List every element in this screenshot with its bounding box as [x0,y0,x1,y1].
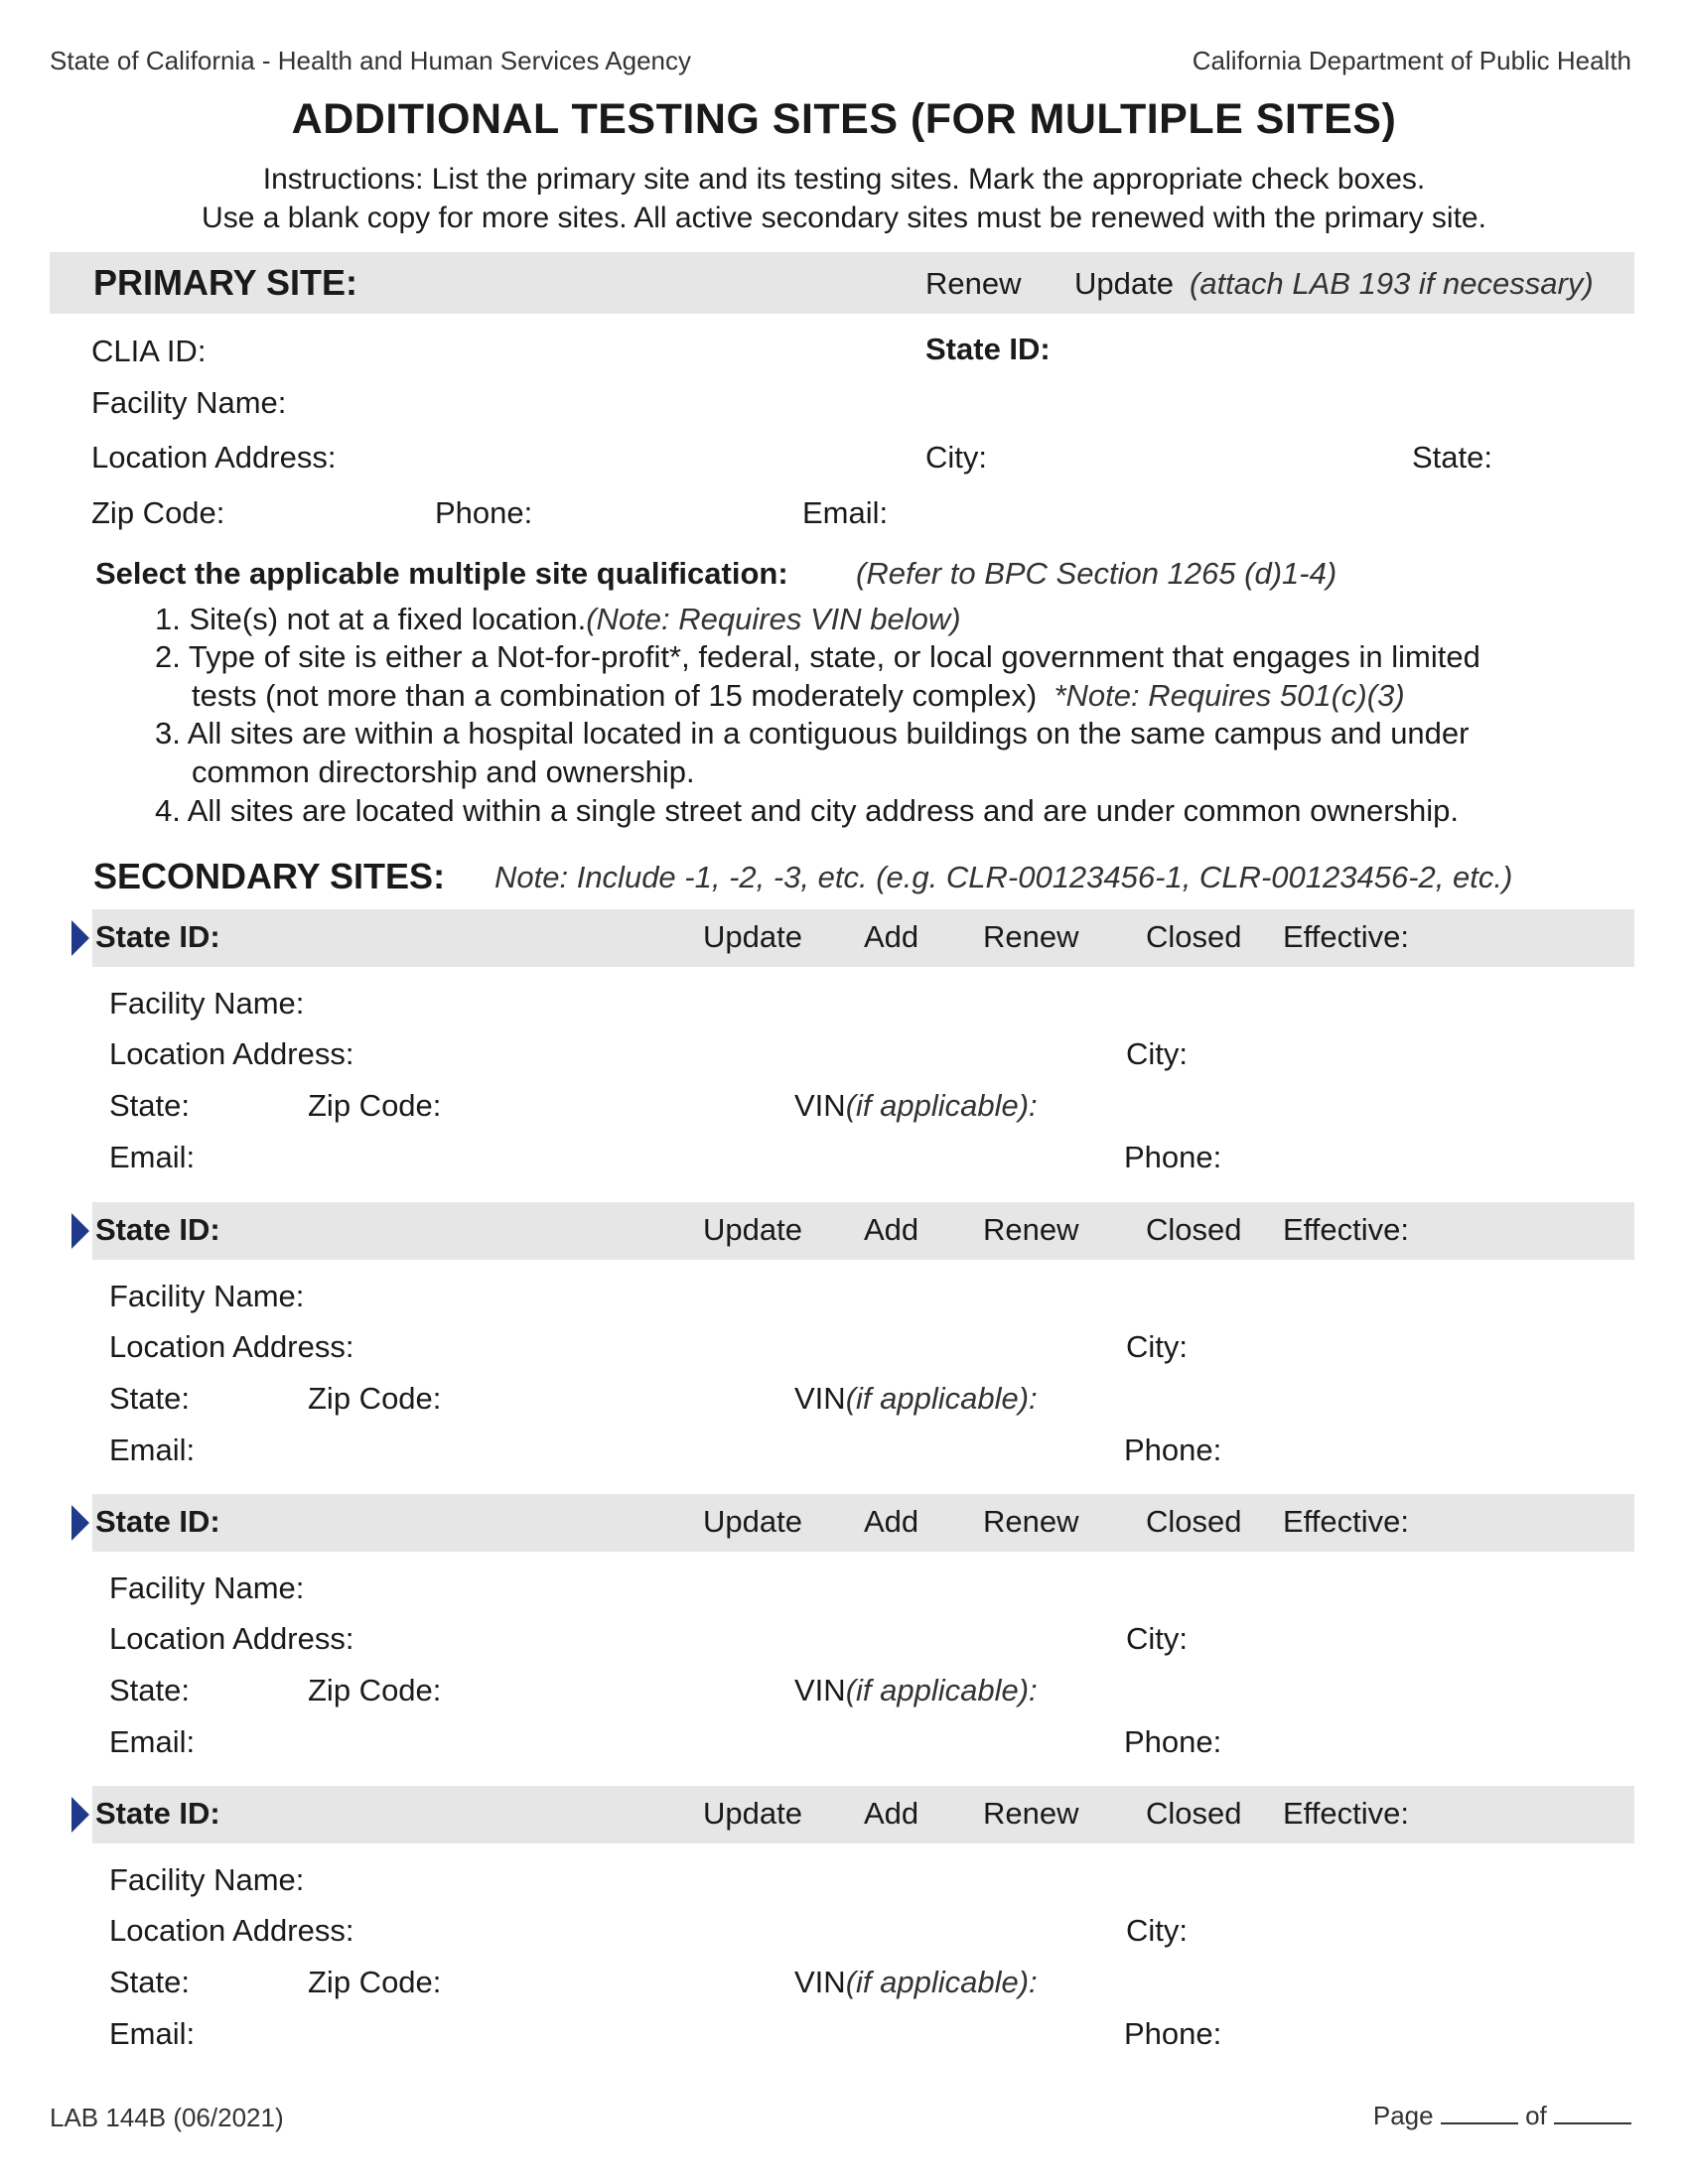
secondary-state-id-label: State ID: [95,1504,220,1539]
secondary-vin-label: VIN [794,1381,846,1416]
secondary-renew-label: Renew [983,1796,1079,1831]
qualification-1-text [155,602,961,637]
primary-clia-id-input[interactable] [218,332,902,369]
secondary-renew-checkbox[interactable] [951,1218,979,1246]
site-arrow-icon [71,1505,89,1541]
primary-state-id-label: State ID: [925,332,1051,366]
secondary-facility-name-label: Facility Name: [109,986,305,1021]
page-number [1373,2101,1631,2131]
secondary-phone-input[interactable] [1233,1138,1636,1175]
secondary-add-checkbox[interactable] [830,1802,858,1830]
secondary-renew-label: Renew [983,1212,1079,1247]
secondary-vin-text [794,1965,1038,2000]
secondary-closed-checkbox[interactable] [1114,925,1142,953]
primary-update-checkbox[interactable] [1043,271,1070,299]
primary-state-id-input[interactable] [1062,332,1636,369]
secondary-effective-input[interactable] [1424,1211,1636,1249]
secondary-city-input[interactable] [1197,1911,1636,1949]
secondary-state-id-input[interactable] [232,1795,687,1833]
qualification-3-line-1: 3. All sites are within a hospital located in a contiguous buildings on the same campus and under [155,716,1470,751]
page-current-blank[interactable] [1441,2101,1518,2124]
secondary-zip-label: Zip Code: [308,1673,442,1707]
secondary-update-label: Update [703,919,802,954]
secondary-state-id-label: State ID: [95,919,220,954]
secondary-state-id-input[interactable] [232,918,687,956]
qualification-4-text: 4. All sites are located within a single street and city address and are under common ownership. [155,793,1460,828]
secondary-closed-label: Closed [1146,919,1242,954]
instructions-line-2: Use a blank copy for more sites. All active secondary sites must be renewed with the primary site. [202,202,1486,234]
secondary-add-checkbox[interactable] [830,925,858,953]
secondary-city-label: City: [1126,1621,1188,1656]
secondary-email-label: Email: [109,1724,196,1759]
secondary-vin-note: (if applicable): [845,1673,1038,1707]
secondary-phone-input[interactable] [1233,1431,1636,1468]
qualification-3-line-2: common directorship and ownership. [192,754,695,789]
primary-email-label: Email: [802,495,889,530]
secondary-sites-note: Note: Include -1, -2, -3, etc. (e.g. CLR-00123456-1, CLR-00123456-2, etc.) [494,860,1513,894]
page-title: ADDITIONAL TESTING SITES (FOR MULTIPLE SITES) [291,95,1397,143]
secondary-location-address-input[interactable] [375,1327,1128,1365]
secondary-location-address-label: Location Address: [109,1913,354,1948]
secondary-location-address-input[interactable] [375,1911,1128,1949]
secondary-location-address-label: Location Address: [109,1621,354,1656]
secondary-effective-label: Effective: [1283,1212,1409,1247]
qualification-4-checkbox[interactable] [125,797,153,825]
secondary-city-label: City: [1126,1036,1188,1071]
secondary-phone-label: Phone: [1124,1433,1222,1467]
secondary-location-address-input[interactable] [375,1034,1128,1072]
primary-clia-id-label: CLIA ID: [91,334,207,368]
secondary-email-label: Email: [109,1140,196,1174]
secondary-effective-label: Effective: [1283,1796,1409,1831]
qualification-reference: (Refer to BPC Section 1265 (d)1-4) [856,556,1337,591]
secondary-zip-input[interactable] [457,1379,792,1417]
page-total-blank[interactable] [1554,2101,1631,2124]
secondary-vin-note: (if applicable): [845,1381,1038,1416]
secondary-effective-label: Effective: [1283,1504,1409,1539]
secondary-vin-label: VIN [794,1965,846,1999]
secondary-renew-label: Renew [983,919,1079,954]
form-id: LAB 144B (06/2021) [50,2103,284,2132]
secondary-effective-input[interactable] [1424,1503,1636,1541]
primary-phone-label: Phone: [435,495,533,530]
primary-facility-name-input[interactable] [308,383,1636,421]
secondary-state-id-input[interactable] [232,1503,687,1541]
secondary-state-id-label: State ID: [95,1796,220,1831]
secondary-phone-input[interactable] [1233,1722,1636,1760]
secondary-vin-note: (if applicable): [845,1088,1038,1123]
secondary-closed-checkbox[interactable] [1114,1802,1142,1830]
secondary-add-label: Add [864,1212,919,1247]
secondary-city-input[interactable] [1197,1034,1636,1072]
instructions-line-1: Instructions: List the primary site and its testing sites. Mark the appropriate check boxes. [262,163,1426,196]
secondary-update-label: Update [703,1504,802,1539]
primary-renew-label: Renew [925,266,1022,301]
secondary-update-label: Update [703,1796,802,1831]
primary-facility-name-label: Facility Name: [91,385,287,420]
secondary-phone-label: Phone: [1124,2016,1222,2051]
secondary-facility-name-input[interactable] [320,1860,1636,1898]
secondary-email-label: Email: [109,2016,196,2051]
secondary-vin-text [794,1673,1038,1708]
secondary-zip-input[interactable] [457,1963,792,2000]
department-header: California Department of Public Health [1192,46,1631,75]
secondary-vin-input[interactable] [1062,1086,1636,1124]
secondary-zip-label: Zip Code: [308,1965,442,1999]
secondary-closed-label: Closed [1146,1212,1242,1247]
primary-phone-input[interactable] [544,493,800,531]
secondary-update-checkbox[interactable] [671,1802,699,1830]
secondary-zip-label: Zip Code: [308,1088,442,1123]
secondary-facility-name-input[interactable] [320,984,1636,1022]
secondary-update-label: Update [703,1212,802,1247]
qualification-1-note: (Note: Requires VIN below) [586,602,961,636]
secondary-update-checkbox[interactable] [671,1510,699,1538]
secondary-update-checkbox[interactable] [671,1218,699,1246]
primary-state-label: State: [1412,440,1492,475]
primary-city-label: City: [925,440,987,475]
secondary-location-address-label: Location Address: [109,1036,354,1071]
secondary-closed-label: Closed [1146,1504,1242,1539]
secondary-closed-label: Closed [1146,1796,1242,1831]
secondary-site-2 [0,1202,1688,1490]
secondary-renew-label: Renew [983,1504,1079,1539]
secondary-site-1 [0,909,1688,1197]
secondary-zip-label: Zip Code: [308,1381,442,1416]
secondary-phone-label: Phone: [1124,1724,1222,1759]
qualification-heading: Select the applicable multiple site qualification: [95,556,788,591]
qualification-2-line-1: 2. Type of site is either a Not-for-profit*, federal, state, or local government that engages in limited [155,639,1480,674]
secondary-closed-checkbox[interactable] [1114,1510,1142,1538]
secondary-renew-checkbox[interactable] [951,1510,979,1538]
site-arrow-icon [71,1797,89,1833]
site-arrow-icon [71,920,89,956]
secondary-facility-name-input[interactable] [320,1277,1636,1314]
qualification-2-note: *Note: Requires 501(c)(3) [1054,678,1405,713]
secondary-state-label: State: [109,1965,190,1999]
primary-site-heading: PRIMARY SITE: [93,262,358,303]
secondary-zip-input[interactable] [457,1671,792,1708]
secondary-state-input[interactable] [197,1086,304,1124]
qualification-1-checkbox[interactable] [125,606,153,633]
secondary-location-address-input[interactable] [375,1619,1128,1657]
secondary-vin-label: VIN [794,1088,846,1123]
secondary-state-label: State: [109,1088,190,1123]
primary-update-note: (attach LAB 193 if necessary) [1190,266,1594,301]
secondary-email-input[interactable] [205,1138,1106,1175]
secondary-email-input[interactable] [205,2014,1106,2052]
secondary-site-4 [0,1786,1688,2074]
secondary-add-label: Add [864,1504,919,1539]
primary-state-input[interactable] [1501,438,1636,476]
secondary-phone-label: Phone: [1124,1140,1222,1174]
site-arrow-icon [71,1213,89,1249]
secondary-vin-note: (if applicable): [845,1965,1038,1999]
primary-renew-checkbox[interactable] [888,271,915,299]
secondary-email-label: Email: [109,1433,196,1467]
secondary-add-label: Add [864,1796,919,1831]
secondary-vin-input[interactable] [1062,1963,1636,2000]
qualification-2-checkbox[interactable] [125,643,153,671]
qualification-3-checkbox[interactable] [125,720,153,748]
secondary-add-label: Add [864,919,919,954]
secondary-state-label: State: [109,1381,190,1416]
primary-location-address-input[interactable] [359,438,923,476]
secondary-add-checkbox[interactable] [830,1510,858,1538]
secondary-update-checkbox[interactable] [671,925,699,953]
primary-update-label: Update [1074,266,1174,301]
secondary-effective-label: Effective: [1283,919,1409,954]
primary-zip-label: Zip Code: [91,495,225,530]
primary-location-address-label: Location Address: [91,440,337,475]
qualification-2-line-2 [192,678,1405,714]
secondary-vin-input[interactable] [1062,1671,1636,1708]
secondary-vin-input[interactable] [1062,1379,1636,1417]
secondary-state-input[interactable] [197,1671,304,1708]
secondary-add-checkbox[interactable] [830,1218,858,1246]
primary-city-input[interactable] [997,438,1402,476]
secondary-effective-input[interactable] [1424,1795,1636,1833]
secondary-state-label: State: [109,1673,190,1707]
agency-header: State of California - Health and Human Services Agency [50,46,692,75]
secondary-vin-text [794,1088,1038,1124]
secondary-email-input[interactable] [205,1722,1106,1760]
secondary-state-input[interactable] [197,1963,304,2000]
secondary-facility-name-label: Facility Name: [109,1570,305,1605]
page-label: Page [1372,2101,1434,2130]
secondary-closed-checkbox[interactable] [1114,1218,1142,1246]
secondary-city-label: City: [1126,1913,1188,1948]
secondary-vin-label: VIN [794,1673,846,1707]
qualification-1-label: 1. Site(s) not at a fixed location. [155,602,587,636]
secondary-city-input[interactable] [1197,1327,1636,1365]
primary-zip-input[interactable] [240,493,437,531]
secondary-renew-checkbox[interactable] [951,1802,979,1830]
qualification-2-label: tests (not more than a combination of 15 moderately complex) [192,678,1038,713]
secondary-state-id-input[interactable] [232,1211,687,1249]
secondary-city-label: City: [1126,1329,1188,1364]
secondary-effective-input[interactable] [1424,918,1636,956]
secondary-location-address-label: Location Address: [109,1329,354,1364]
secondary-email-input[interactable] [205,1431,1106,1468]
secondary-zip-input[interactable] [457,1086,792,1124]
secondary-facility-name-input[interactable] [320,1569,1636,1606]
secondary-facility-name-label: Facility Name: [109,1279,305,1313]
secondary-vin-text [794,1381,1038,1417]
secondary-state-id-label: State ID: [95,1212,220,1247]
secondary-city-input[interactable] [1197,1619,1636,1657]
secondary-state-input[interactable] [197,1379,304,1417]
secondary-site-3 [0,1494,1688,1782]
secondary-renew-checkbox[interactable] [951,925,979,953]
secondary-sites-heading: SECONDARY SITES: [93,856,446,896]
secondary-facility-name-label: Facility Name: [109,1862,305,1897]
secondary-phone-input[interactable] [1233,2014,1636,2052]
page-of-label: of [1525,2101,1547,2130]
primary-email-input[interactable] [898,493,1636,531]
